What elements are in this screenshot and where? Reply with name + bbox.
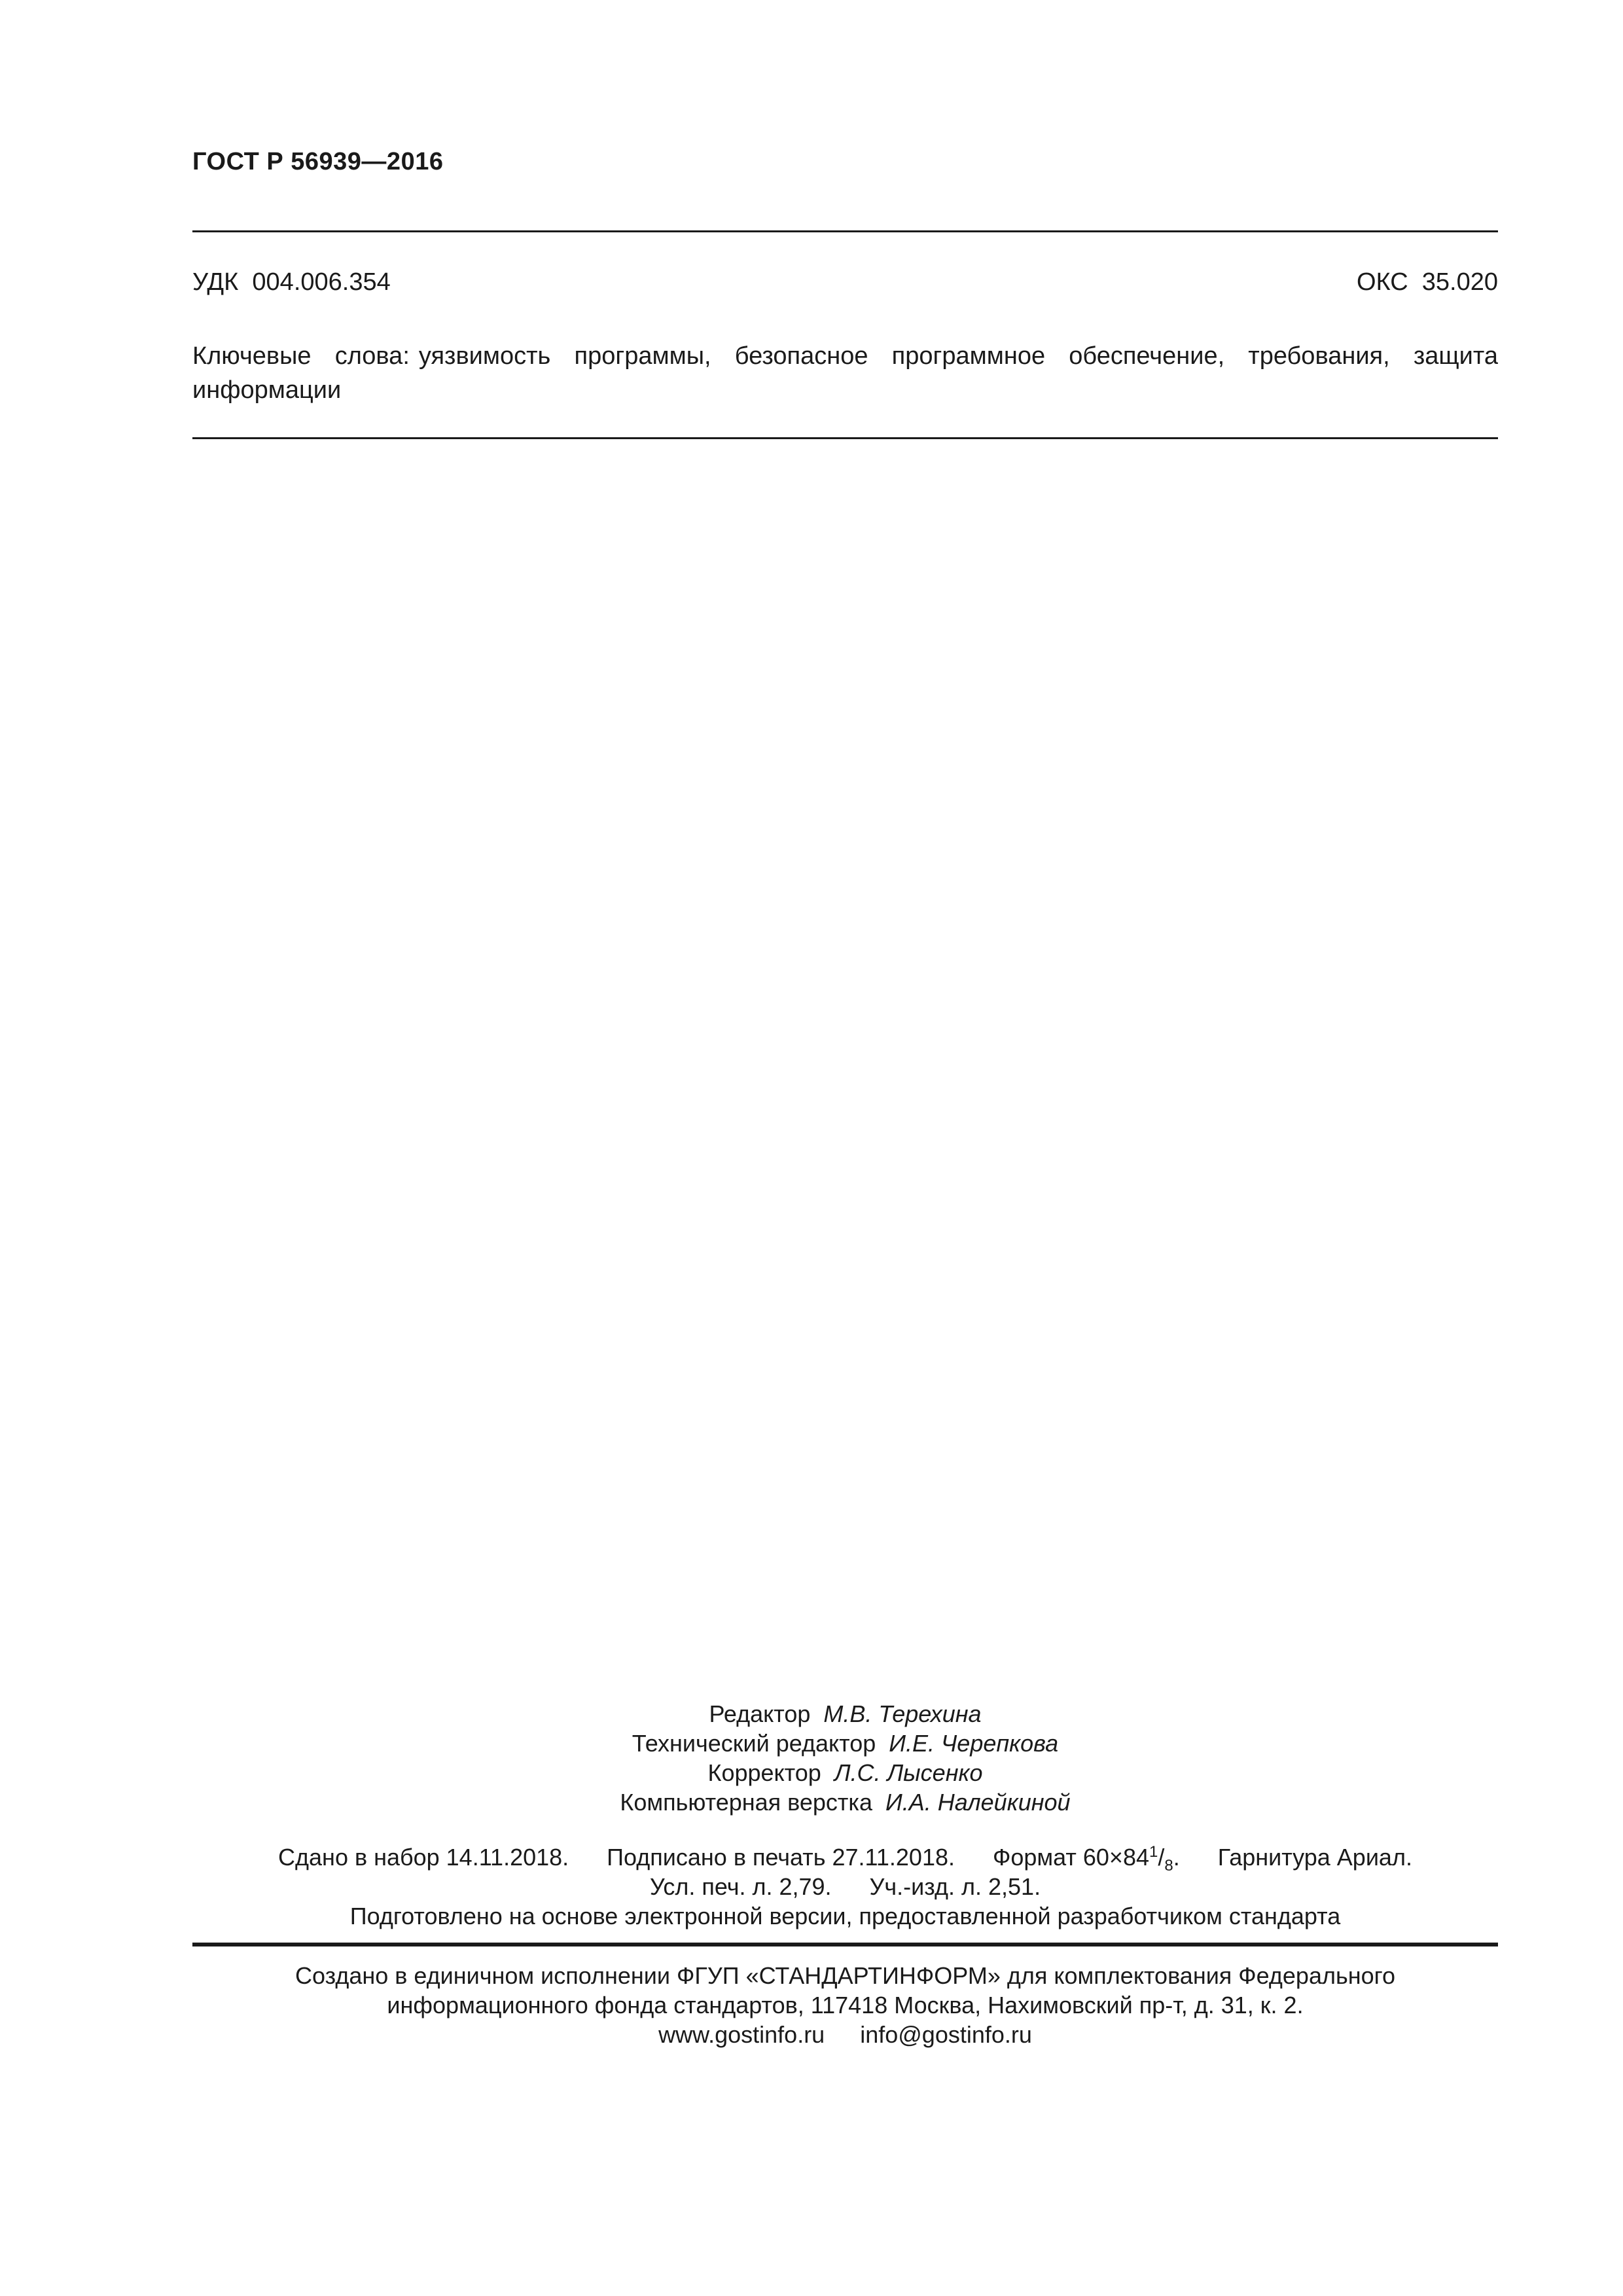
footer-line-1: Создано в единичном исполнении ФГУП «СТАНДАРТИНФОРМ» для комплектования Федерального	[295, 1962, 1395, 1989]
website-link[interactable]: www.gostinfo.ru	[658, 2021, 825, 2048]
keywords-block	[192, 339, 1498, 407]
footer-line-2: информационного фонда стандартов, 117418 Москва, Нахимовский пр-т, д. 31, к. 2.	[387, 1992, 1304, 2018]
publisher-sheets: Уч.-изд. л. 2,51.	[869, 1873, 1041, 1900]
print-info-line-1	[192, 1842, 1498, 1875]
credit-role: Технический редактор	[632, 1730, 876, 1757]
typeset-date: Сдано в набор 14.11.2018.	[278, 1844, 569, 1871]
classification-row	[192, 268, 1498, 296]
email-link[interactable]: info@gostinfo.ru	[860, 2021, 1032, 2048]
credit-person: М.В. Терехина	[823, 1700, 982, 1727]
credit-layout	[192, 1787, 1498, 1817]
credit-person: И.А. Налейкиной	[885, 1789, 1071, 1816]
keywords-divider	[192, 437, 1498, 439]
credit-editor	[192, 1699, 1498, 1729]
print-info-block	[192, 1842, 1498, 1931]
oks-code: ОКС 35.020	[1356, 268, 1498, 296]
standard-code: ГОСТ Р 56939—2016	[192, 148, 444, 175]
credit-proofreader	[192, 1758, 1498, 1787]
footer-contacts	[192, 2020, 1498, 2049]
signed-date: Подписано в печать 27.11.2018.	[607, 1844, 955, 1871]
print-sheets: Усл. печ. л. 2,79.	[649, 1873, 832, 1900]
credit-technical-editor	[192, 1729, 1498, 1758]
udk-code: УДК 004.006.354	[192, 268, 391, 296]
credits-block	[192, 1699, 1498, 1817]
keywords-text: уязвимость программы, безопасное программное обеспечение, требования, защита информации	[192, 342, 1498, 404]
credit-role: Редактор	[709, 1700, 811, 1727]
paper-format: Формат $60\times 84^1/_8$.	[993, 1843, 1180, 1875]
credit-role: Корректор	[707, 1759, 821, 1786]
credit-person: Л.С. Лысенко	[834, 1759, 983, 1786]
credit-person: И.Е. Черепкова	[889, 1730, 1059, 1757]
credit-role: Компьютерная верстка	[620, 1789, 872, 1816]
keywords-label: Ключевые слова:	[192, 342, 410, 370]
footer-divider	[192, 1943, 1498, 1946]
print-info-line-2	[192, 1872, 1498, 1901]
top-divider	[192, 230, 1498, 232]
footer-block	[192, 1961, 1498, 2049]
typeface: Гарнитура Ариал.	[1217, 1844, 1412, 1871]
prepared-note: Подготовлено на основе электронной версии, предоставленной разработчиком стандарта	[349, 1903, 1341, 1929]
